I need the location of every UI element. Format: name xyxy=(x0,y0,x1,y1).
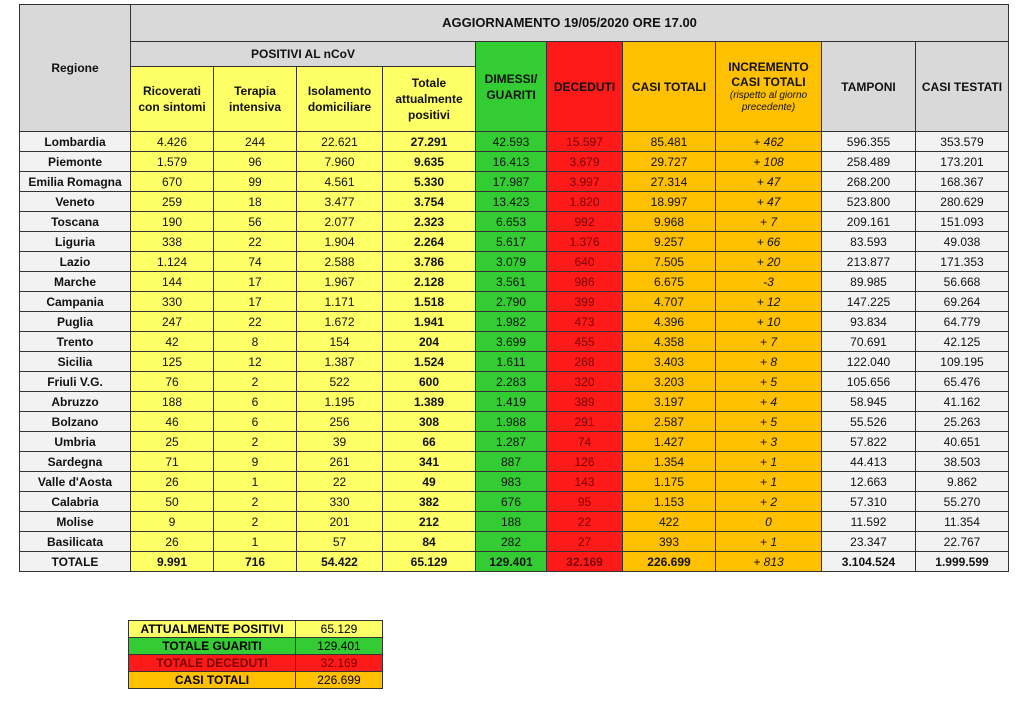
cell-incremento: + 12 xyxy=(716,292,822,312)
cell-isolamento: 22.621 xyxy=(297,132,383,152)
table-row xyxy=(20,432,1009,452)
cell-regione: TOTALE xyxy=(20,552,131,572)
header-incremento-note: (rispetto al giorno precedente) xyxy=(729,89,808,113)
cell-tamponi: 11.592 xyxy=(822,512,916,532)
cell-casi-totali: 9.257 xyxy=(623,232,716,252)
cell-isolamento: 2.588 xyxy=(297,252,383,272)
cell-regione: Sardegna xyxy=(20,452,131,472)
cell-totale-positivi: 5.330 xyxy=(383,172,476,192)
cell-tamponi: 105.656 xyxy=(822,372,916,392)
cell-totale-positivi: 204 xyxy=(383,332,476,352)
cell-dimessi: 983 xyxy=(476,472,547,492)
cell-terapia: 17 xyxy=(214,292,297,312)
cell-terapia: 716 xyxy=(214,552,297,572)
table-row xyxy=(20,232,1009,252)
cell-casi-testati: 109.195 xyxy=(916,352,1009,372)
cell-ricoverati: 9.991 xyxy=(131,552,214,572)
cell-incremento: + 108 xyxy=(716,152,822,172)
cell-dimessi: 1.287 xyxy=(476,432,547,452)
cell-tamponi: 258.489 xyxy=(822,152,916,172)
header-deceduti: DECEDUTI xyxy=(547,42,623,132)
cell-ricoverati: 4.426 xyxy=(131,132,214,152)
table-row xyxy=(20,272,1009,292)
header-isolamento: Isolamento domiciliare xyxy=(297,67,383,132)
cell-regione: Abruzzo xyxy=(20,392,131,412)
header-totale-positivi: Totale attualmente positivi xyxy=(383,67,476,132)
cell-tamponi: 58.945 xyxy=(822,392,916,412)
cell-casi-testati: 173.201 xyxy=(916,152,1009,172)
cell-casi-testati: 64.779 xyxy=(916,312,1009,332)
cell-deceduti: 455 xyxy=(547,332,623,352)
cell-totale-positivi: 66 xyxy=(383,432,476,452)
cell-casi-testati: 168.367 xyxy=(916,172,1009,192)
cell-dimessi: 2.790 xyxy=(476,292,547,312)
cell-casi-testati: 65.476 xyxy=(916,372,1009,392)
cell-terapia: 9 xyxy=(214,452,297,472)
cell-terapia: 17 xyxy=(214,272,297,292)
cell-casi-totali: 393 xyxy=(623,532,716,552)
cell-isolamento: 39 xyxy=(297,432,383,452)
header-tamponi: TAMPONI xyxy=(822,42,916,132)
cell-terapia: 2 xyxy=(214,372,297,392)
cell-casi-totali: 2.587 xyxy=(623,412,716,432)
total-row xyxy=(20,552,1009,572)
cell-tamponi: 44.413 xyxy=(822,452,916,472)
table-row xyxy=(20,512,1009,532)
cell-casi-testati: 38.503 xyxy=(916,452,1009,472)
cell-dimessi: 188 xyxy=(476,512,547,532)
cell-ricoverati: 71 xyxy=(131,452,214,472)
cell-isolamento: 2.077 xyxy=(297,212,383,232)
table-row xyxy=(20,352,1009,372)
cell-tamponi: 57.310 xyxy=(822,492,916,512)
cell-dimessi: 129.401 xyxy=(476,552,547,572)
cell-isolamento: 7.960 xyxy=(297,152,383,172)
cell-dimessi: 17.987 xyxy=(476,172,547,192)
cell-tamponi: 93.834 xyxy=(822,312,916,332)
cell-ricoverati: 1.579 xyxy=(131,152,214,172)
cell-incremento: + 7 xyxy=(716,212,822,232)
cell-casi-totali: 422 xyxy=(623,512,716,532)
summary-value: 32.169 xyxy=(296,655,383,672)
cell-dimessi: 13.423 xyxy=(476,192,547,212)
cell-incremento: + 47 xyxy=(716,192,822,212)
cell-regione: Lazio xyxy=(20,252,131,272)
cell-tamponi: 596.355 xyxy=(822,132,916,152)
cell-regione: Lombardia xyxy=(20,132,131,152)
cell-ricoverati: 26 xyxy=(131,532,214,552)
cell-ricoverati: 330 xyxy=(131,292,214,312)
header-incremento xyxy=(716,42,822,132)
summary-value: 65.129 xyxy=(296,621,383,638)
cell-dimessi: 2.283 xyxy=(476,372,547,392)
table-row xyxy=(20,372,1009,392)
cell-deceduti: 32.169 xyxy=(547,552,623,572)
cell-deceduti: 986 xyxy=(547,272,623,292)
cell-deceduti: 15.597 xyxy=(547,132,623,152)
cell-deceduti: 27 xyxy=(547,532,623,552)
cell-dimessi: 16.413 xyxy=(476,152,547,172)
header-ricoverati: Ricoverati con sintomi xyxy=(131,67,214,132)
cell-incremento: + 1 xyxy=(716,452,822,472)
cell-regione: Calabria xyxy=(20,492,131,512)
cell-terapia: 6 xyxy=(214,412,297,432)
cell-isolamento: 1.672 xyxy=(297,312,383,332)
cell-deceduti: 1.376 xyxy=(547,232,623,252)
cell-regione: Trento xyxy=(20,332,131,352)
cell-tamponi: 55.526 xyxy=(822,412,916,432)
cell-isolamento: 57 xyxy=(297,532,383,552)
cell-tamponi: 12.663 xyxy=(822,472,916,492)
table-row xyxy=(20,252,1009,272)
cell-dimessi: 42.593 xyxy=(476,132,547,152)
cell-incremento: + 1 xyxy=(716,472,822,492)
header-region: Regione xyxy=(20,5,131,132)
cell-casi-totali: 9.968 xyxy=(623,212,716,232)
summary-row xyxy=(129,621,383,638)
cell-terapia: 2 xyxy=(214,432,297,452)
summary-rows xyxy=(129,621,383,689)
cell-incremento: + 10 xyxy=(716,312,822,332)
cell-deceduti: 126 xyxy=(547,452,623,472)
cell-casi-totali: 1.175 xyxy=(623,472,716,492)
cell-tamponi: 3.104.524 xyxy=(822,552,916,572)
cell-deceduti: 268 xyxy=(547,352,623,372)
cell-totale-positivi: 27.291 xyxy=(383,132,476,152)
cell-regione: Sicilia xyxy=(20,352,131,372)
cell-totale-positivi: 341 xyxy=(383,452,476,472)
cell-tamponi: 523.800 xyxy=(822,192,916,212)
cell-casi-totali: 1.427 xyxy=(623,432,716,452)
cell-casi-testati: 49.038 xyxy=(916,232,1009,252)
cell-regione: Friuli V.G. xyxy=(20,372,131,392)
cell-deceduti: 143 xyxy=(547,472,623,492)
cell-isolamento: 522 xyxy=(297,372,383,392)
cell-dimessi: 676 xyxy=(476,492,547,512)
cell-isolamento: 1.904 xyxy=(297,232,383,252)
cell-deceduti: 22 xyxy=(547,512,623,532)
cell-regione: Molise xyxy=(20,512,131,532)
cell-totale-positivi: 2.128 xyxy=(383,272,476,292)
header-terapia: Terapia intensiva xyxy=(214,67,297,132)
cell-regione: Toscana xyxy=(20,212,131,232)
cell-isolamento: 154 xyxy=(297,332,383,352)
cell-casi-testati: 9.862 xyxy=(916,472,1009,492)
cell-dimessi: 1.611 xyxy=(476,352,547,372)
cell-casi-totali: 1.153 xyxy=(623,492,716,512)
cell-totale-positivi: 212 xyxy=(383,512,476,532)
cell-incremento: + 20 xyxy=(716,252,822,272)
cell-totale-positivi: 84 xyxy=(383,532,476,552)
cell-terapia: 56 xyxy=(214,212,297,232)
cell-ricoverati: 1.124 xyxy=(131,252,214,272)
table-row xyxy=(20,312,1009,332)
cell-deceduti: 74 xyxy=(547,432,623,452)
cell-incremento: 0 xyxy=(716,512,822,532)
cell-terapia: 12 xyxy=(214,352,297,372)
cell-isolamento: 1.171 xyxy=(297,292,383,312)
cell-dimessi: 887 xyxy=(476,452,547,472)
cell-terapia: 6 xyxy=(214,392,297,412)
cell-terapia: 244 xyxy=(214,132,297,152)
cell-ricoverati: 26 xyxy=(131,472,214,492)
cell-ricoverati: 76 xyxy=(131,372,214,392)
cell-incremento: + 1 xyxy=(716,532,822,552)
cell-casi-totali: 226.699 xyxy=(623,552,716,572)
cell-dimessi: 3.561 xyxy=(476,272,547,292)
cell-deceduti: 389 xyxy=(547,392,623,412)
cell-casi-totali: 3.403 xyxy=(623,352,716,372)
cell-totale-positivi: 600 xyxy=(383,372,476,392)
cell-casi-totali: 29.727 xyxy=(623,152,716,172)
cell-ricoverati: 188 xyxy=(131,392,214,412)
cell-casi-testati: 280.629 xyxy=(916,192,1009,212)
cell-casi-totali: 1.354 xyxy=(623,452,716,472)
cell-deceduti: 3.679 xyxy=(547,152,623,172)
cell-regione: Piemonte xyxy=(20,152,131,172)
cell-deceduti: 399 xyxy=(547,292,623,312)
cell-terapia: 18 xyxy=(214,192,297,212)
cell-totale-positivi: 3.754 xyxy=(383,192,476,212)
summary-table xyxy=(128,620,383,689)
cell-casi-totali: 3.197 xyxy=(623,392,716,412)
cell-terapia: 99 xyxy=(214,172,297,192)
cell-casi-testati: 1.999.599 xyxy=(916,552,1009,572)
summary-row xyxy=(129,638,383,655)
cell-ricoverati: 190 xyxy=(131,212,214,232)
cell-terapia: 1 xyxy=(214,472,297,492)
cell-isolamento: 261 xyxy=(297,452,383,472)
cell-ricoverati: 42 xyxy=(131,332,214,352)
cell-incremento: + 813 xyxy=(716,552,822,572)
header-casi-testati: CASI TESTATI xyxy=(916,42,1009,132)
summary-label: TOTALE GUARITI xyxy=(129,638,296,655)
summary-label: CASI TOTALI xyxy=(129,672,296,689)
cell-casi-testati: 11.354 xyxy=(916,512,1009,532)
cell-dimessi: 6.653 xyxy=(476,212,547,232)
cell-totale-positivi: 2.264 xyxy=(383,232,476,252)
table-row xyxy=(20,532,1009,552)
header-casi-totali: CASI TOTALI xyxy=(623,42,716,132)
table-row xyxy=(20,132,1009,152)
cell-tamponi: 122.040 xyxy=(822,352,916,372)
covid-region-table xyxy=(19,4,1009,572)
cell-dimessi: 282 xyxy=(476,532,547,552)
cell-deceduti: 640 xyxy=(547,252,623,272)
cell-regione: Bolzano xyxy=(20,412,131,432)
cell-totale-positivi: 382 xyxy=(383,492,476,512)
cell-regione: Liguria xyxy=(20,232,131,252)
summary-row xyxy=(129,655,383,672)
cell-isolamento: 54.422 xyxy=(297,552,383,572)
cell-regione: Campania xyxy=(20,292,131,312)
cell-casi-testati: 171.353 xyxy=(916,252,1009,272)
cell-tamponi: 147.225 xyxy=(822,292,916,312)
cell-isolamento: 3.477 xyxy=(297,192,383,212)
cell-terapia: 1 xyxy=(214,532,297,552)
cell-isolamento: 201 xyxy=(297,512,383,532)
cell-totale-positivi: 1.941 xyxy=(383,312,476,332)
cell-casi-testati: 151.093 xyxy=(916,212,1009,232)
summary-value: 226.699 xyxy=(296,672,383,689)
cell-casi-testati: 40.651 xyxy=(916,432,1009,452)
cell-incremento: + 4 xyxy=(716,392,822,412)
cell-regione: Emilia Romagna xyxy=(20,172,131,192)
table-row xyxy=(20,452,1009,472)
cell-isolamento: 1.967 xyxy=(297,272,383,292)
cell-deceduti: 992 xyxy=(547,212,623,232)
cell-casi-totali: 6.675 xyxy=(623,272,716,292)
cell-incremento: + 5 xyxy=(716,372,822,392)
header-incremento-label: INCREMENTO CASI TOTALI xyxy=(728,59,809,89)
cell-tamponi: 89.985 xyxy=(822,272,916,292)
cell-regione: Umbria xyxy=(20,432,131,452)
cell-incremento: + 2 xyxy=(716,492,822,512)
cell-tamponi: 213.877 xyxy=(822,252,916,272)
table-row xyxy=(20,292,1009,312)
cell-regione: Puglia xyxy=(20,312,131,332)
cell-casi-testati: 56.668 xyxy=(916,272,1009,292)
table-row xyxy=(20,472,1009,492)
cell-ricoverati: 259 xyxy=(131,192,214,212)
cell-ricoverati: 125 xyxy=(131,352,214,372)
cell-incremento: + 3 xyxy=(716,432,822,452)
cell-ricoverati: 670 xyxy=(131,172,214,192)
summary-label: ATTUALMENTE POSITIVI xyxy=(129,621,296,638)
table-row xyxy=(20,192,1009,212)
cell-isolamento: 330 xyxy=(297,492,383,512)
cell-totale-positivi: 1.389 xyxy=(383,392,476,412)
cell-casi-testati: 55.270 xyxy=(916,492,1009,512)
cell-casi-totali: 18.997 xyxy=(623,192,716,212)
cell-terapia: 22 xyxy=(214,312,297,332)
cell-casi-testati: 69.264 xyxy=(916,292,1009,312)
cell-isolamento: 4.561 xyxy=(297,172,383,192)
cell-isolamento: 256 xyxy=(297,412,383,432)
cell-casi-totali: 7.505 xyxy=(623,252,716,272)
cell-totale-positivi: 3.786 xyxy=(383,252,476,272)
cell-deceduti: 320 xyxy=(547,372,623,392)
summary-label: TOTALE DECEDUTI xyxy=(129,655,296,672)
cell-ricoverati: 144 xyxy=(131,272,214,292)
cell-dimessi: 3.699 xyxy=(476,332,547,352)
cell-tamponi: 57.822 xyxy=(822,432,916,452)
cell-deceduti: 291 xyxy=(547,412,623,432)
cell-dimessi: 1.988 xyxy=(476,412,547,432)
table-row xyxy=(20,152,1009,172)
cell-tamponi: 83.593 xyxy=(822,232,916,252)
cell-totale-positivi: 65.129 xyxy=(383,552,476,572)
cell-terapia: 74 xyxy=(214,252,297,272)
cell-tamponi: 23.347 xyxy=(822,532,916,552)
cell-incremento: + 66 xyxy=(716,232,822,252)
cell-ricoverati: 9 xyxy=(131,512,214,532)
cell-totale-positivi: 49 xyxy=(383,472,476,492)
cell-ricoverati: 25 xyxy=(131,432,214,452)
cell-incremento: -3 xyxy=(716,272,822,292)
cell-incremento: + 462 xyxy=(716,132,822,152)
cell-terapia: 96 xyxy=(214,152,297,172)
cell-isolamento: 1.387 xyxy=(297,352,383,372)
update-title: AGGIORNAMENTO 19/05/2020 ORE 17.00 xyxy=(131,5,1009,42)
cell-casi-totali: 4.707 xyxy=(623,292,716,312)
cell-regione: Valle d'Aosta xyxy=(20,472,131,492)
cell-casi-testati: 42.125 xyxy=(916,332,1009,352)
cell-casi-totali: 27.314 xyxy=(623,172,716,192)
cell-deceduti: 1.820 xyxy=(547,192,623,212)
cell-terapia: 2 xyxy=(214,492,297,512)
cell-regione: Veneto xyxy=(20,192,131,212)
cell-deceduti: 473 xyxy=(547,312,623,332)
cell-regione: Marche xyxy=(20,272,131,292)
cell-incremento: + 8 xyxy=(716,352,822,372)
cell-totale-positivi: 2.323 xyxy=(383,212,476,232)
cell-isolamento: 1.195 xyxy=(297,392,383,412)
cell-isolamento: 22 xyxy=(297,472,383,492)
header-dimessi: DIMESSI/ GUARITI xyxy=(476,42,547,132)
cell-casi-totali: 3.203 xyxy=(623,372,716,392)
cell-casi-testati: 353.579 xyxy=(916,132,1009,152)
cell-totale-positivi: 1.524 xyxy=(383,352,476,372)
cell-casi-totali: 4.396 xyxy=(623,312,716,332)
cell-ricoverati: 247 xyxy=(131,312,214,332)
cell-ricoverati: 50 xyxy=(131,492,214,512)
table-row xyxy=(20,332,1009,352)
cell-regione: Basilicata xyxy=(20,532,131,552)
table-row xyxy=(20,492,1009,512)
cell-tamponi: 268.200 xyxy=(822,172,916,192)
cell-casi-testati: 41.162 xyxy=(916,392,1009,412)
cell-ricoverati: 338 xyxy=(131,232,214,252)
cell-casi-totali: 85.481 xyxy=(623,132,716,152)
summary-value: 129.401 xyxy=(296,638,383,655)
cell-incremento: + 47 xyxy=(716,172,822,192)
cell-incremento: + 5 xyxy=(716,412,822,432)
cell-dimessi: 3.079 xyxy=(476,252,547,272)
cell-casi-testati: 22.767 xyxy=(916,532,1009,552)
table-row xyxy=(20,392,1009,412)
cell-terapia: 8 xyxy=(214,332,297,352)
table-row xyxy=(20,212,1009,232)
cell-tamponi: 70.691 xyxy=(822,332,916,352)
cell-dimessi: 1.982 xyxy=(476,312,547,332)
cell-dimessi: 1.419 xyxy=(476,392,547,412)
cell-tamponi: 209.161 xyxy=(822,212,916,232)
cell-totale-positivi: 9.635 xyxy=(383,152,476,172)
cell-totale-positivi: 308 xyxy=(383,412,476,432)
cell-totale-positivi: 1.518 xyxy=(383,292,476,312)
cell-deceduti: 3.997 xyxy=(547,172,623,192)
table-row xyxy=(20,412,1009,432)
table-row xyxy=(20,172,1009,192)
cell-ricoverati: 46 xyxy=(131,412,214,432)
summary-row xyxy=(129,672,383,689)
cell-deceduti: 95 xyxy=(547,492,623,512)
cell-terapia: 22 xyxy=(214,232,297,252)
header-positivi-group: POSITIVI AL nCoV xyxy=(131,42,476,67)
cell-casi-totali: 4.358 xyxy=(623,332,716,352)
cell-terapia: 2 xyxy=(214,512,297,532)
region-rows xyxy=(20,132,1009,572)
cell-dimessi: 5.617 xyxy=(476,232,547,252)
cell-incremento: + 7 xyxy=(716,332,822,352)
cell-casi-testati: 25.263 xyxy=(916,412,1009,432)
